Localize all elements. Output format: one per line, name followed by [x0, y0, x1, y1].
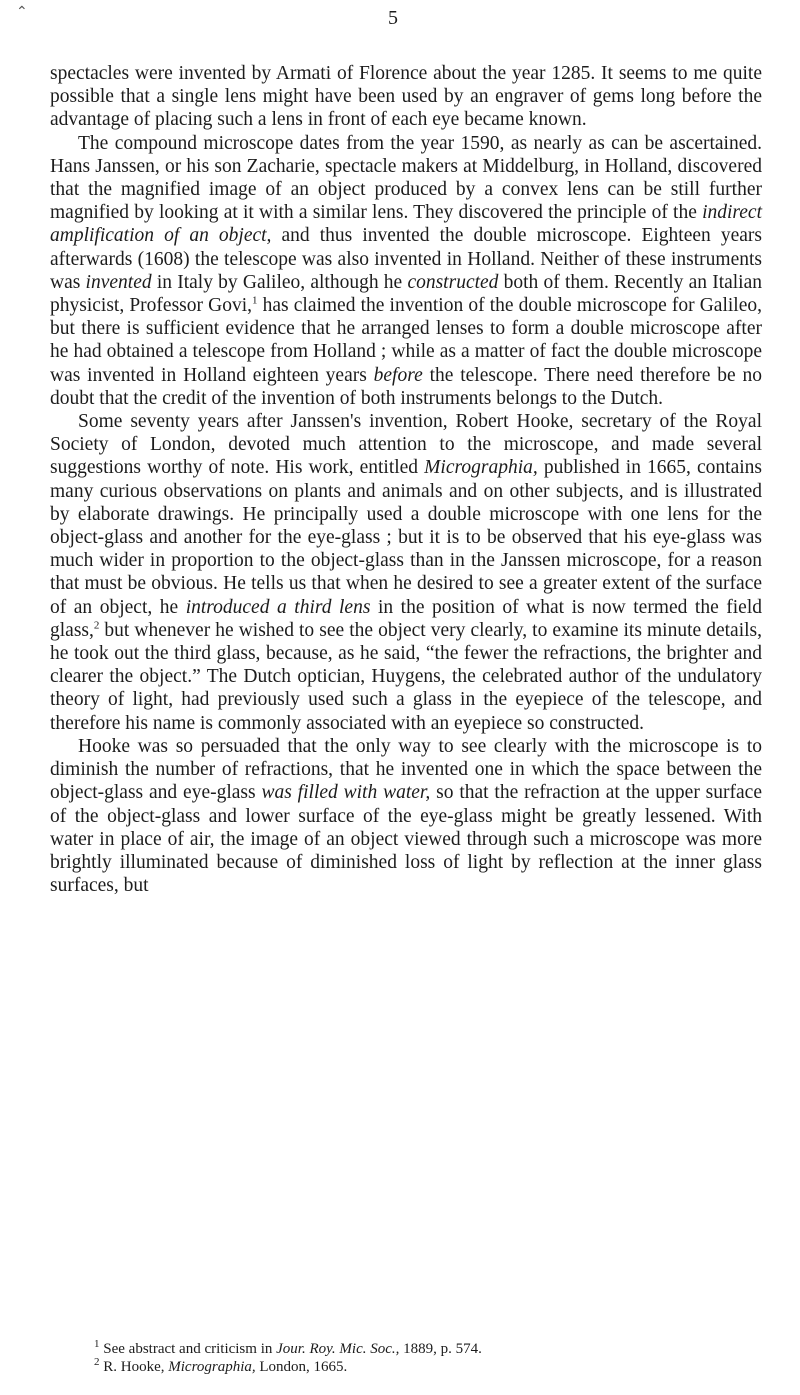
- italic-text: Jour. Roy. Mic. Soc.,: [276, 1341, 400, 1357]
- text-run: has claimed the invention of the double microscope for Galileo, but there is sufficient evidence that he arranged lenses to form a double microscope after he had obtained a telescope from Holland ; while as a matter of fact the double microscope was invented in Holland eighteen years: [50, 295, 762, 386]
- footnote: [50, 1340, 762, 1358]
- text-run: spectacles were invented by Armati of Florence about the year 1285. It seems to me quite possible that a single lens might have been used by an engraver of gems long before the advantage of placing such a lens in front of each eye became known.: [50, 63, 762, 131]
- text-run: Some seventy years after Janssen's invention, Robert Hooke, secretary of the Royal Society of London, devoted much attention to the microscope, and made several suggestions worthy of note. His work, entitled: [50, 411, 762, 479]
- text-run: 1889, p. 574.: [399, 1341, 482, 1357]
- paragraph: [50, 132, 762, 410]
- margin-mark: ⌃: [16, 5, 28, 20]
- text-run: See abstract and criticism in: [99, 1341, 277, 1357]
- paragraph: [50, 62, 762, 132]
- body-text: [50, 62, 762, 897]
- text-run: The compound microscope dates from the year 1590, as nearly as can be ascertained. Hans Janssen, or his son Zacharie, spectacle makers at Middelburg, in Holland, discovered that the magnified image of an object produced by a convex lens can be still further magnified by looking at it with a similar lens. They discovered the principle of the: [50, 132, 762, 224]
- text-run: both of them. Recently an Italian physicist, Professor Govi,: [50, 271, 763, 317]
- page-number: 5: [388, 7, 398, 29]
- footnote-marker: 1: [252, 294, 258, 307]
- italic-text: was filled with water,: [261, 782, 431, 804]
- footnote-marker: 1: [94, 1338, 100, 1350]
- text-run: published in 1665, contains many curious observations on plants and animals and on other subjects, and is illustrated by elaborate drawings. He principally used a double microscope with one lens for the object-glass and another for the eye-glass ; but it is to be observed that his eye-glass was much wider in proportion to the object-glass than in the Janssen microscope, for a reason that must be obvious. He tells us that when he desired to see a greater extent of the surface of an object, he: [50, 457, 763, 618]
- italic-text: Micrographia,: [424, 457, 538, 479]
- footnote-marker: 2: [93, 619, 100, 632]
- italic-text: Micrographia,: [168, 1359, 256, 1375]
- italic-text: invented: [85, 271, 152, 293]
- text-run: in Italy by Galileo, although he: [151, 271, 408, 293]
- footnote-marker: 2: [94, 1356, 100, 1368]
- italic-text: constructed: [407, 271, 499, 293]
- text-run: London, 1665.: [255, 1359, 348, 1375]
- paragraph: [50, 735, 762, 897]
- italic-text: indirect amplification of an object,: [50, 202, 762, 247]
- text-run: the telescope. There need therefore be no doubt that the credit of the invention of both instruments belongs to the Dutch.: [50, 364, 763, 409]
- paragraph: [50, 410, 762, 735]
- text-run: and thus invented the double microscope. Eighteen years afterwards (1608) the telescope was also invented in Holland. Neither of these instruments was: [50, 225, 762, 293]
- footnote: [50, 1358, 762, 1376]
- text-run: so that the refraction at the upper surface of the object-glass and lower surface of the eye-glass might be greatly lessened. With water in place of air, the image of an object viewed through such a microscope was more brightly illuminated because of diminished loss of light by reflection at the inner glass surfaces, but: [50, 782, 762, 897]
- text-run: Hooke was so persuaded that the only way to see clearly with the microscope is to diminish the number of refractions, that he invented one in which the space between the object-glass and eye-glass: [50, 735, 762, 804]
- italic-text: before: [373, 364, 423, 386]
- text-run: R. Hooke,: [99, 1359, 169, 1375]
- text-run: but whenever he wished to see the object very clearly, to examine its minute details, he took out the third glass, because, as he said, “the fewer the refractions, the brighter and clearer the object.” The Dutch optician, Huygens, the celebrated author of the undulatory theory of light, had previously used such a glass in the eyepiece of the telescope, and therefore his name is commonly associated with an eyepiece so constructed.: [50, 619, 762, 734]
- text-run: in the position of what is now termed the field glass,: [50, 596, 762, 641]
- italic-text: introduced a third lens: [185, 596, 371, 618]
- footnotes: [50, 1340, 762, 1376]
